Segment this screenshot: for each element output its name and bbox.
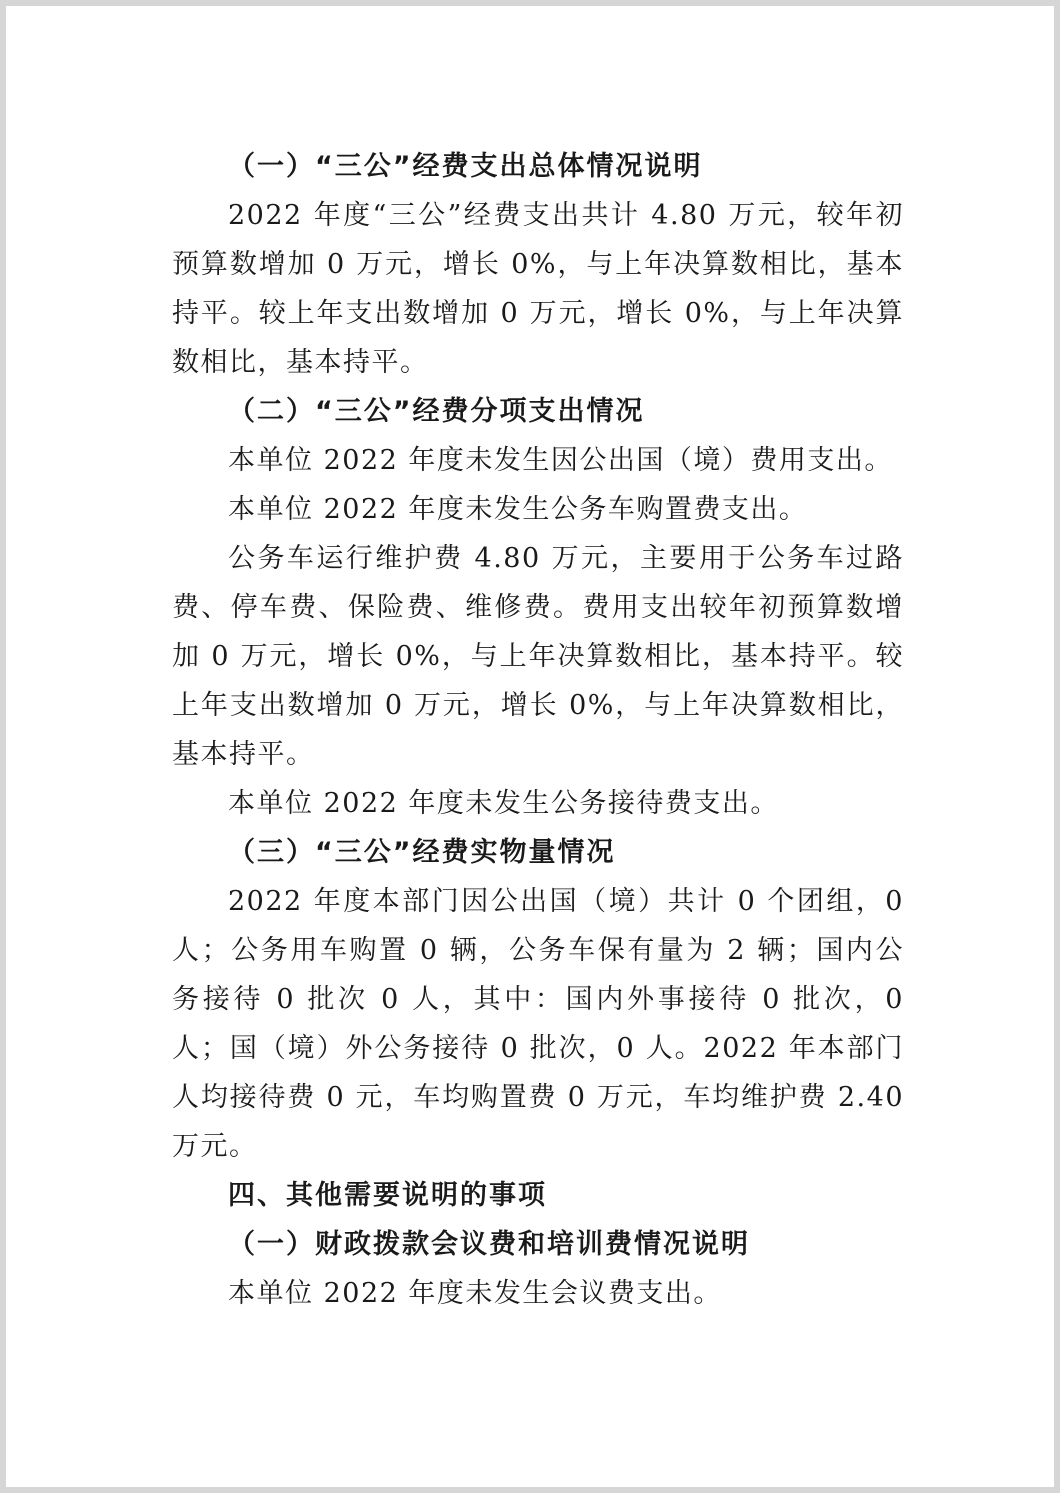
section-heading-4-1: （一）财政拨款会议费和培训费情况说明 (228, 1229, 750, 1260)
paragraph-meeting-fees: 本单位 2022 年度未发生会议费支出。 (228, 1278, 722, 1309)
section-heading-2: （二）“三公”经费分项支出情况 (228, 396, 645, 427)
paragraph-physical-quantity: 2022 年度本部门因公出国（境）共计 0 个团组，0 人；公务用车购置 0 辆，公务车保有量为 2 辆；国内公务接待 0 批次 0 人，其中：国内外事接待 0 批次，0 人；国（境）外公务接待 0 批次，0 人。2022 年本部门人均接待费 0 元，车均购置费 0 万元，车均维护费 2.40 万元。 (172, 886, 904, 1162)
section-heading-1: （一）“三公”经费支出总体情况说明 (228, 151, 703, 182)
paragraph-vehicle-purchase: 本单位 2022 年度未发生公务车购置费支出。 (228, 494, 808, 525)
paragraph-vehicle-operation: 公务车运行维护费 4.80 万元，主要用于公务车过路费、停车费、保险费、维修费。费用支出较年初预算数增加 0 万元，增长 0%，与上年决算数相比，基本持平。较上年支出数增加 0 万元，增长 0%，与上年决算数相比，基本持平。 (172, 543, 904, 770)
paragraph-reception: 本单位 2022 年度未发生公务接待费支出。 (228, 788, 779, 819)
section-heading-4: 四、其他需要说明的事项 (228, 1180, 547, 1211)
paragraph-overseas-travel: 本单位 2022 年度未发生因公出国（境）费用支出。 (228, 445, 893, 476)
section-heading-3: （三）“三公”经费实物量情况 (228, 837, 616, 868)
document-body (172, 142, 904, 1318)
paragraph-overall-expenditure: 2022 年度“三公”经费支出共计 4.80 万元，较年初预算数增加 0 万元，增长 0%，与上年决算数相比，基本持平。较上年支出数增加 0 万元，增长 0%，与上年决算数相比，基本持平。 (172, 200, 904, 378)
